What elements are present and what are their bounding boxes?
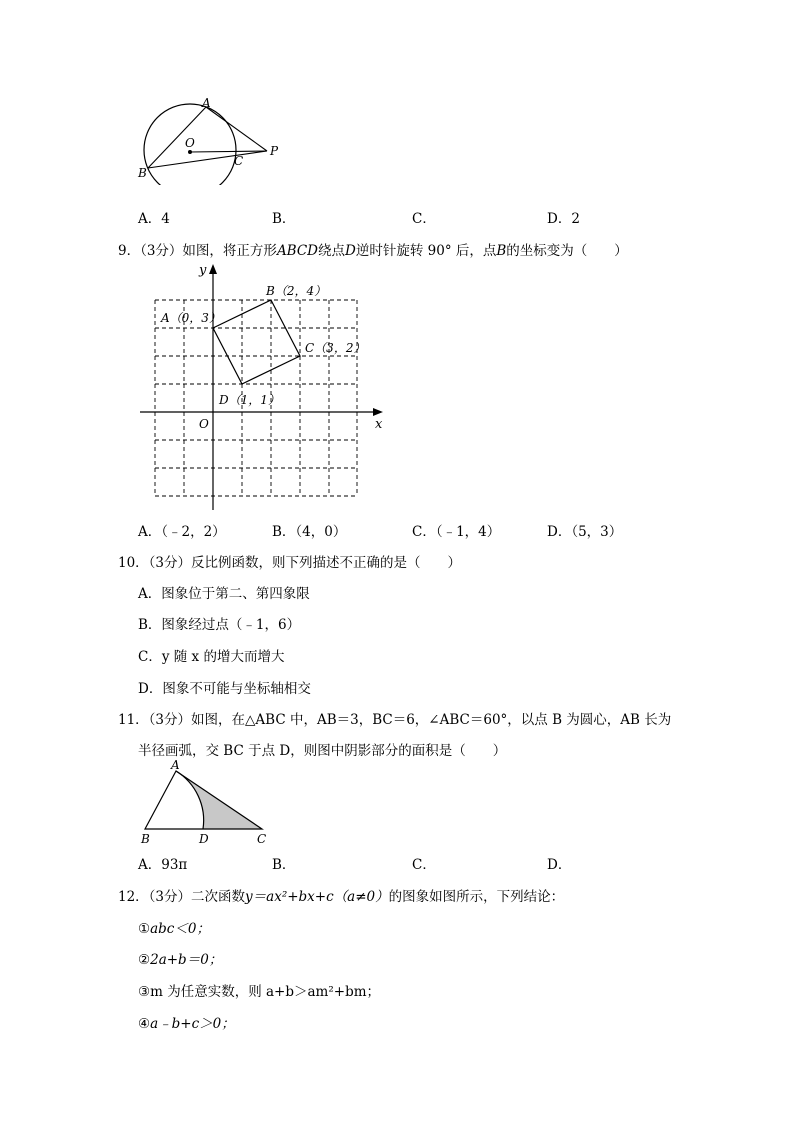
q9-option-a-letter: A． <box>138 524 162 540</box>
q9-option-d[interactable] <box>547 520 622 540</box>
q10-choice-c[interactable]: C．y 随 x 的增大而增大 <box>138 649 285 665</box>
q12-item-2-text: 2a+b＝0； <box>150 952 223 968</box>
q8-option-a-letter: A． <box>138 211 162 227</box>
q8-option-c-letter: C． <box>412 211 436 227</box>
q8-option-a-value: 4 <box>161 211 170 227</box>
q11-option-a-value: 93π <box>161 857 188 873</box>
q11-option-d-letter: D． <box>547 857 572 873</box>
q12-item-1-text: abc＜0； <box>150 921 210 937</box>
q12-item-3-num: ③ <box>138 984 151 1000</box>
q11-option-b-letter: B． <box>272 857 296 873</box>
q9-option-d-value: （5，3） <box>571 524 623 540</box>
q12-stem-prefix: 12．（3分）二次函数 <box>118 889 246 905</box>
q8-line-BP <box>148 151 267 168</box>
q9-label-D: D（1，1） <box>219 393 280 407</box>
q10-choice-d[interactable]: D．图象不可能与坐标轴相交 <box>138 681 311 697</box>
q11-label-B: B <box>141 832 150 846</box>
q12-item-4-text: a﹣b+c＞0； <box>150 1016 235 1032</box>
q11-option-b[interactable] <box>272 853 295 873</box>
q9-origin-label: O <box>199 417 209 431</box>
q9-option-c[interactable] <box>412 520 500 540</box>
q11-option-c[interactable] <box>412 853 436 873</box>
q9-option-a-value: （﹣2，2） <box>161 524 226 540</box>
q12-item-1-num: ① <box>138 921 151 937</box>
q9-coordinate-figure <box>135 258 395 513</box>
q8-option-a[interactable] <box>138 207 170 227</box>
q11-option-a[interactable] <box>138 853 187 873</box>
q9-option-b-value: （4，0） <box>295 524 347 540</box>
q11-triangle-figure <box>135 760 275 848</box>
q8-option-c[interactable] <box>412 207 436 227</box>
q10-stem: 10．（3分）反比例函数，则下列描述不正确的是（ ） <box>118 555 462 571</box>
q9-y-axis-arrow <box>209 264 217 274</box>
q8-line-OP <box>190 151 267 152</box>
q8-label-A: A <box>202 96 211 110</box>
q12-item-3-text: m 为任意实数，则 a+b＞am²+bm； <box>150 984 381 1000</box>
q10-choice-a[interactable]: A．图象位于第二、第四象限 <box>138 586 310 602</box>
q12-stem <box>118 885 564 905</box>
q11-option-a-letter: A． <box>138 857 162 873</box>
q8-circle-figure <box>130 95 290 185</box>
q9-option-a[interactable] <box>138 520 226 540</box>
q9-stem-part-5: 逆时针旋转 90° 后，点 <box>355 243 497 259</box>
q9-label-C: C（3，2） <box>305 341 366 355</box>
q11-stem-line-2: 半径画弧，交 BC 于点 D，则图中阴影部分的面积是（ ） <box>138 743 507 759</box>
q9-option-c-value: （﹣1，4） <box>435 524 501 540</box>
q9-label-B: B（2，4） <box>266 284 327 298</box>
q8-label-O: O <box>185 136 195 150</box>
q9-option-b[interactable] <box>272 520 346 540</box>
q12-item-4-num: ④ <box>138 1016 151 1032</box>
q11-option-d[interactable] <box>547 853 571 873</box>
q9-label-A: A（0，3） <box>161 311 221 325</box>
q11-label-C: C <box>257 832 267 846</box>
q12-item-2-num: ② <box>138 952 151 968</box>
q9-option-b-letter: B． <box>272 524 296 540</box>
q12-item-4 <box>138 1012 235 1032</box>
q11-option-c-letter: C． <box>412 857 436 873</box>
q9-stem-part-4: D <box>345 243 356 259</box>
q9-x-axis-label: x <box>375 417 383 432</box>
q8-label-B: B <box>138 166 147 180</box>
q8-label-P: P <box>270 144 279 158</box>
q12-item-1 <box>138 917 210 937</box>
q9-stem <box>118 239 628 259</box>
q9-stem-part-6: B <box>496 243 507 259</box>
q9-stem-part-2: ABCD <box>276 243 319 259</box>
q9-square-ABCD <box>213 300 300 384</box>
q9-option-c-letter: C． <box>412 524 436 540</box>
q8-option-b[interactable] <box>272 207 295 227</box>
q9-stem-part-3: 绕点 <box>318 243 346 259</box>
q8-option-d-value: 2 <box>571 211 580 227</box>
q8-option-d[interactable] <box>547 207 580 227</box>
q8-line-AP <box>206 107 267 151</box>
q9-stem-part-7: 的坐标变为（ ） <box>506 243 628 259</box>
q12-item-3 <box>138 980 380 1000</box>
q8-option-b-letter: B． <box>272 211 296 227</box>
q9-stem-part-1: 9．（3分）如图，将正方形 <box>118 243 277 259</box>
q8-label-C: C <box>234 154 244 168</box>
q8-center-point <box>188 150 192 154</box>
q8-line-AB <box>148 107 206 168</box>
q8-option-d-letter: D． <box>547 211 572 227</box>
q9-x-axis-arrow <box>373 408 383 416</box>
q11-label-A: A <box>171 760 180 772</box>
q11-stem-line-1: 11．（3分）如图，在△ABC 中，AB＝3，BC＝6，∠ABC＝60°，以点 B 为圆心，AB 长为 <box>118 712 672 728</box>
q9-y-axis-label: y <box>199 263 207 278</box>
q12-stem-formula: y＝ax²+bx+c（a≠0） <box>245 889 389 905</box>
q12-stem-suffix: 的图象如图所示，下列结论： <box>388 889 565 905</box>
q10-choice-b[interactable]: B．图象经过点（﹣1，6） <box>138 617 301 633</box>
q9-option-d-letter: D． <box>547 524 572 540</box>
q12-item-2 <box>138 948 222 968</box>
q11-label-D: D <box>199 832 209 846</box>
